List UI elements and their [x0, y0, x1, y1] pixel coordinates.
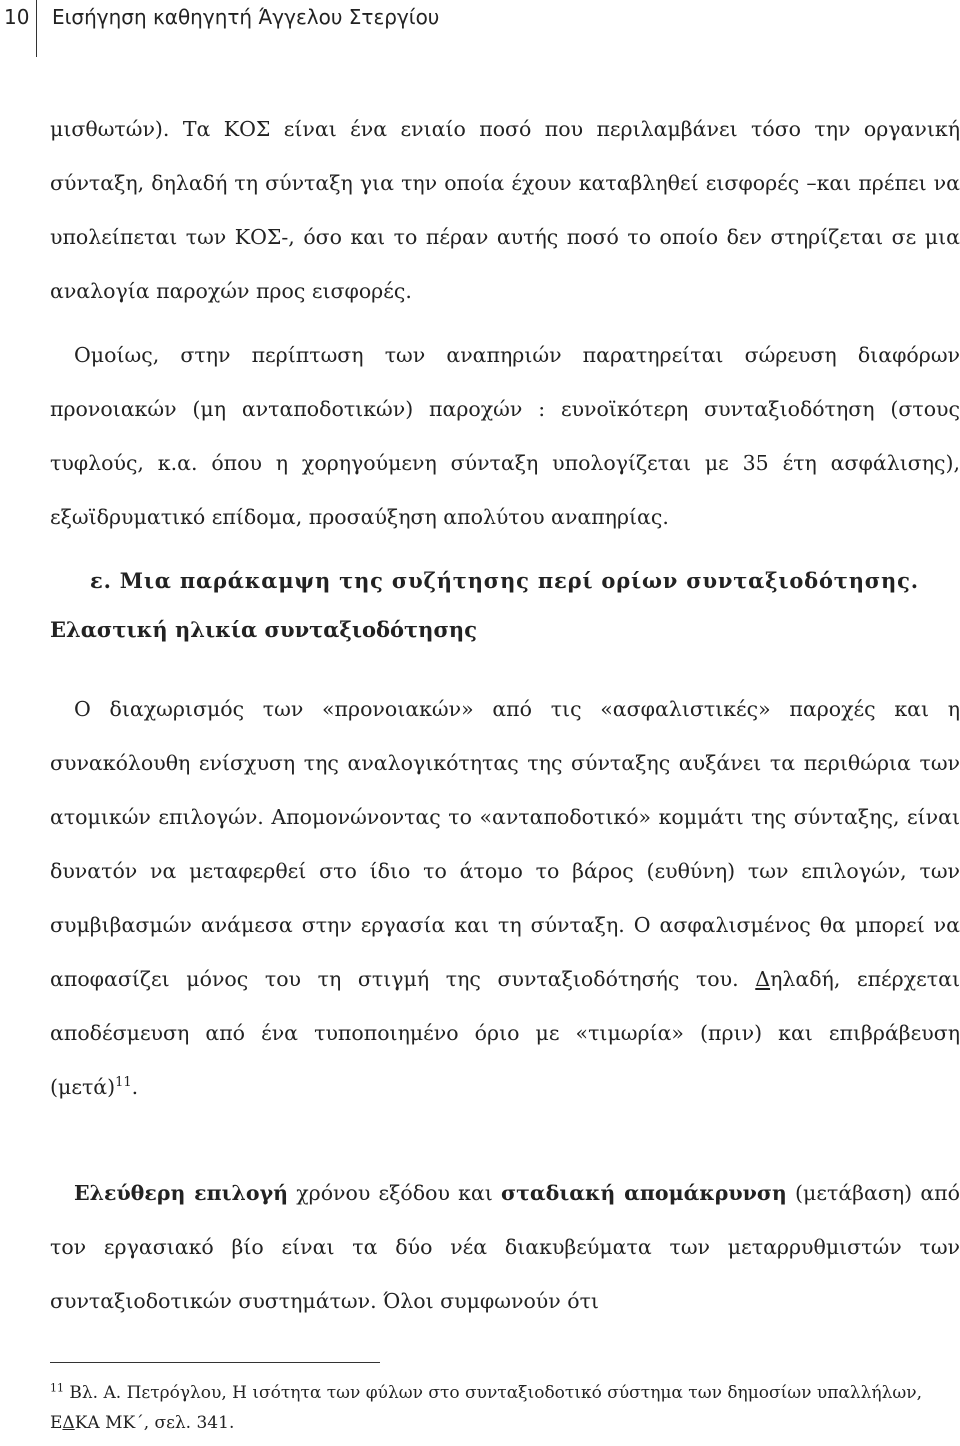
paragraph-4-text-2: (μετάβαση) από τον εργασιακό βίο είναι τα δύο νέα διακυβεύματα των μεταρρυθμιστών των συνταξιοδοτικών συστημάτων. Όλοι συμφωνούν ότι [50, 1181, 960, 1313]
footnote-underlined-letter: Δ [62, 1413, 75, 1433]
paragraph-3-end: . [131, 1075, 139, 1099]
paragraph-4-text-1: χρόνου εξόδου και [288, 1181, 501, 1205]
paragraph-3 [50, 682, 960, 1114]
running-title: Εισήγηση καθηγητή Άγγελου Στεργίου [52, 5, 440, 29]
paragraph-3-text-b: ηλαδή, επέρχεται αποδέσμευση από ένα τυποποιημένο όριο με «τιμωρία» (πριν) και επιβράβευση (μετά) [50, 967, 960, 1099]
page-number: 10 [4, 5, 30, 29]
footnote-text-a: Βλ. Α. Πετρόγλου, Η ισότητα των φύλων στο συνταξιοδοτικό σύστημα των δημοσίων υπαλλήλων, Ε [50, 1383, 922, 1433]
header-divider [36, 0, 37, 57]
footnote-text-b: ΚΑ ΜΚ΄, σελ. 341. [74, 1413, 235, 1433]
footnote [50, 1378, 930, 1438]
bold-gradual-withdrawal: σταδιακή απομάκρυνση [501, 1181, 787, 1205]
footnote-reference[interactable]: 11 [115, 1075, 132, 1091]
footnote-divider [50, 1362, 380, 1363]
paragraph-2: Ομοίως, στην περίπτωση των αναπηριών παρατηρείται σώρευση διαφόρων προνοιακών (μη ανταποδοτικών) παροχών : ευνοϊκότερη συνταξιοδότηση (στους τυφλούς, κ.α. όπου η χορηγούμενη σύνταξη υπολογίζεται με 35 έτη ασφάλισης), εξωϊδρυματικό επίδομα, προσαύξηση απολύτου αναπηρίας. [50, 343, 960, 529]
paragraph-3-text-a: Ο διαχωρισμός των «προνοιακών» από τις «ασφαλιστικές» παροχές και η συνακόλουθη ενίσχυση της αναλογικότητας της σύνταξης αυξάνει τα περιθώρια των ατομικών επιλογών. Απομονώνοντας το «ανταποδοτικό» κομμάτι της σύνταξης, είναι δυνατόν να μεταφερθεί στο ίδιο το άτομο το βάρος (ευθύνη) των επιλογών, των συμβιβασμών ανάμεσα στην εργασία και τη σύνταξη. Ο ασφαλισμένος θα μπορεί να αποφασίζει μόνος του τη στιγμή της συνταξιοδότησής του. [50, 697, 960, 991]
page-body [50, 102, 960, 1328]
bold-free-choice: Ελεύθερη επιλογή [74, 1181, 289, 1205]
sub-heading: Ελαστική ηλικία συνταξιοδότησης [50, 617, 477, 642]
paragraph-4 [50, 1166, 960, 1328]
page-header [0, 0, 960, 60]
paragraph-1: μισθωτών). Τα ΚΟΣ είναι ένα ενιαίο ποσό που περιλαμβάνει τόσο την οργανική σύνταξη, δηλαδή τη σύνταξη για την οποία έχουν καταβληθεί εισφορές –και πρέπει να υπολείπεται των ΚΟΣ-, όσο και το πέραν αυτής ποσό το οποίο δεν στηρίζεται σε μια αναλογία παροχών προς εισφορές. [50, 117, 960, 303]
paragraph-3-underlined-letter: Δ [755, 967, 771, 991]
section-heading: ε. Μια παράκαμψη της συζήτησης περί ορίων συνταξιοδότησης. [90, 568, 919, 593]
footnote-number: 11 [50, 1381, 64, 1395]
